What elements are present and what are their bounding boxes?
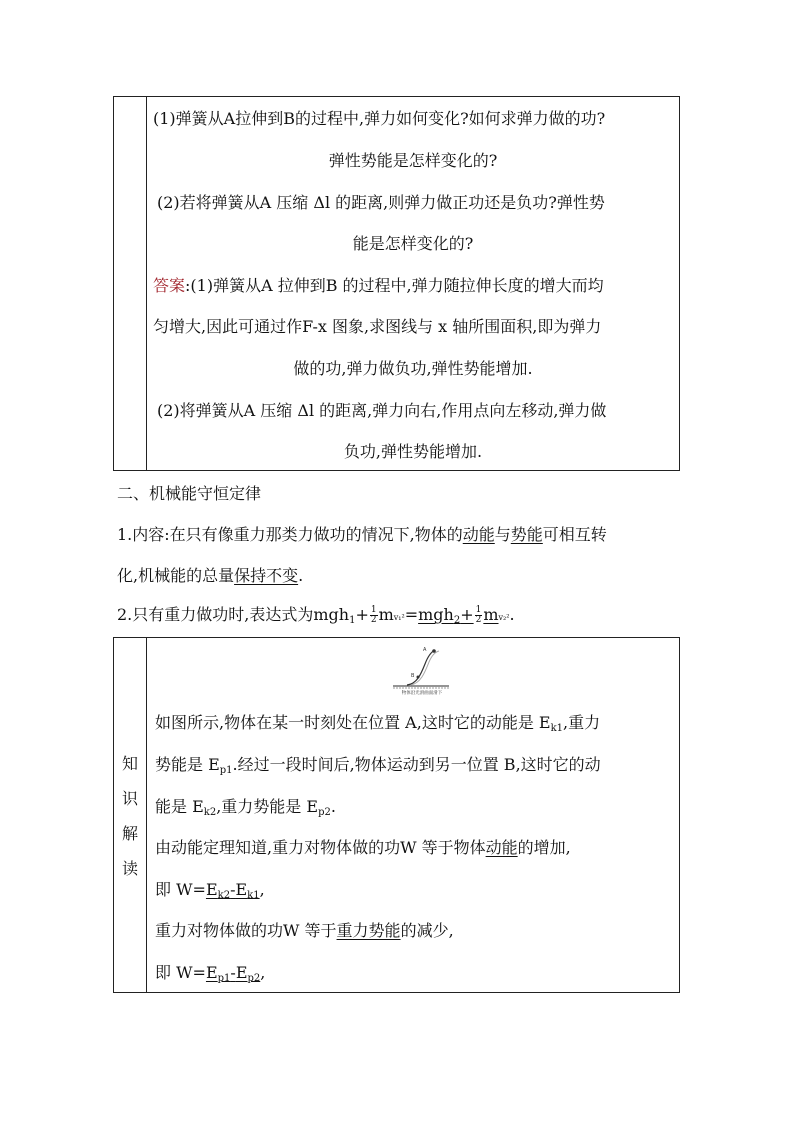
formula-v2: v₂² [498,613,510,622]
answer-1-text: :(1)弹簧从A 拉伸到B 的过程中,弹力随拉伸长度的增大而均 [185,276,604,295]
content-line2-a: 化,机械能的总量 [117,566,235,585]
answer-1-line-3: 做的功,弹力做负功,弹性势能增加. [293,359,533,378]
question-2-line-1: (2)若将弹簧从A 压缩 Δl 的距离,则弹力做正功还是负功?弹性势 [157,193,605,212]
answer-2-line-2: 负功,弹性势能增加. [343,442,483,461]
answer-1-line-1 [153,276,604,296]
formula-answer-blank: mgh$_2$+ $\frac{1}{2}$ m [418,605,499,626]
question-content [147,97,679,470]
label-char-1: 知 [121,754,138,773]
formula-mgh1: mgh [313,605,350,624]
kinetic-energy-increase-blank: 动能 [485,838,518,857]
figure-label-a: A [423,647,427,653]
question-1-line-2: 弹性势能是怎样变化的? [328,151,498,170]
formula-v1: v₁² [393,613,405,622]
section-heading: 二、机械能守恒定律 [117,484,262,503]
formula-eq: = [404,605,419,624]
label-char-2: 识 [121,789,138,808]
work-potential-blank: $E_{p1}-E_{p2}$ [205,963,261,984]
para-5: 即 $W=E_{p1}-E_{p2}$, [155,963,266,984]
question-1-line-1: (1)弹簧从A拉伸到B的过程中,弹力如何变化?如何求弹力做的功? [153,109,606,128]
formula-m1: m [378,605,394,624]
figure-caption: 物体沿光滑曲面滑下 [401,691,443,696]
curved-slope-figure [387,644,457,696]
content-text-b: 与 [494,525,511,544]
knowledge-content [147,638,679,992]
potential-energy-blank: 势能 [510,525,543,544]
conserved-blank: 保持不变 [234,566,299,585]
formula-prefix: 2.只有重力做功时,表达式为 [117,605,314,624]
question-table [113,96,680,471]
para-4: 重力对物体做的功W 等于重力势能的减少, [155,921,454,940]
para-3: 即 $W=E_{k2}-E_{k1}$, [155,880,265,901]
formula-line [117,605,515,628]
content-text-c: 可相互转 [542,525,607,544]
question-2-line-2: 能是怎样变化的? [352,234,474,253]
para-2: 由动能定理知道,重力对物体做的功W 等于物体动能的增加, [155,838,571,857]
figure-label-b: B [411,673,415,679]
content-text-a: 1.内容:在只有像重力那类力做功的情况下,物体的 [117,525,463,544]
para-1-line-2: 势能是 $E_{p1}$.经过一段时间后,物体运动到另一位置 B,这时它的动 [155,755,601,776]
knowledge-label-column [114,638,147,992]
kinetic-energy-blank: 动能 [462,525,495,544]
para-1-line-3: 能是 $E_{k2}$,重力势能是 $E_{p2}$. [155,797,336,818]
formula-end: . [509,605,515,624]
knowledge-table [113,637,680,993]
answer-2-line-1: (2)将弹簧从A 压缩 Δl 的距离,弹力向右,作用点向左移动,弹力做 [157,401,607,420]
content-line2-b: . [298,566,304,585]
formula-plus: + [355,605,369,624]
fraction-half-1: $\frac{1}{2}$ [370,605,377,625]
gravitational-potential-blank: 重力势能 [336,921,401,940]
table-left-column [114,97,147,470]
para-1-line-1: 如图所示,物体在某一时刻处在位置 A,这时它的动能是 $E_{k1}$,重力 [155,713,601,734]
answer-1-line-2: 匀增大,因此可通过作F-x 图象,求图线与 x 轴所围面积,即为弹力 [153,317,602,336]
content-line-1 [117,525,607,545]
work-kinetic-blank: $E_{k2}-E_{k1}$ [205,880,260,901]
answer-label: 答案 [153,276,186,295]
label-char-3: 解 [121,824,138,843]
label-char-4: 读 [121,859,138,878]
formula-sub1: 1 [349,615,356,626]
content-line-2 [117,566,303,586]
